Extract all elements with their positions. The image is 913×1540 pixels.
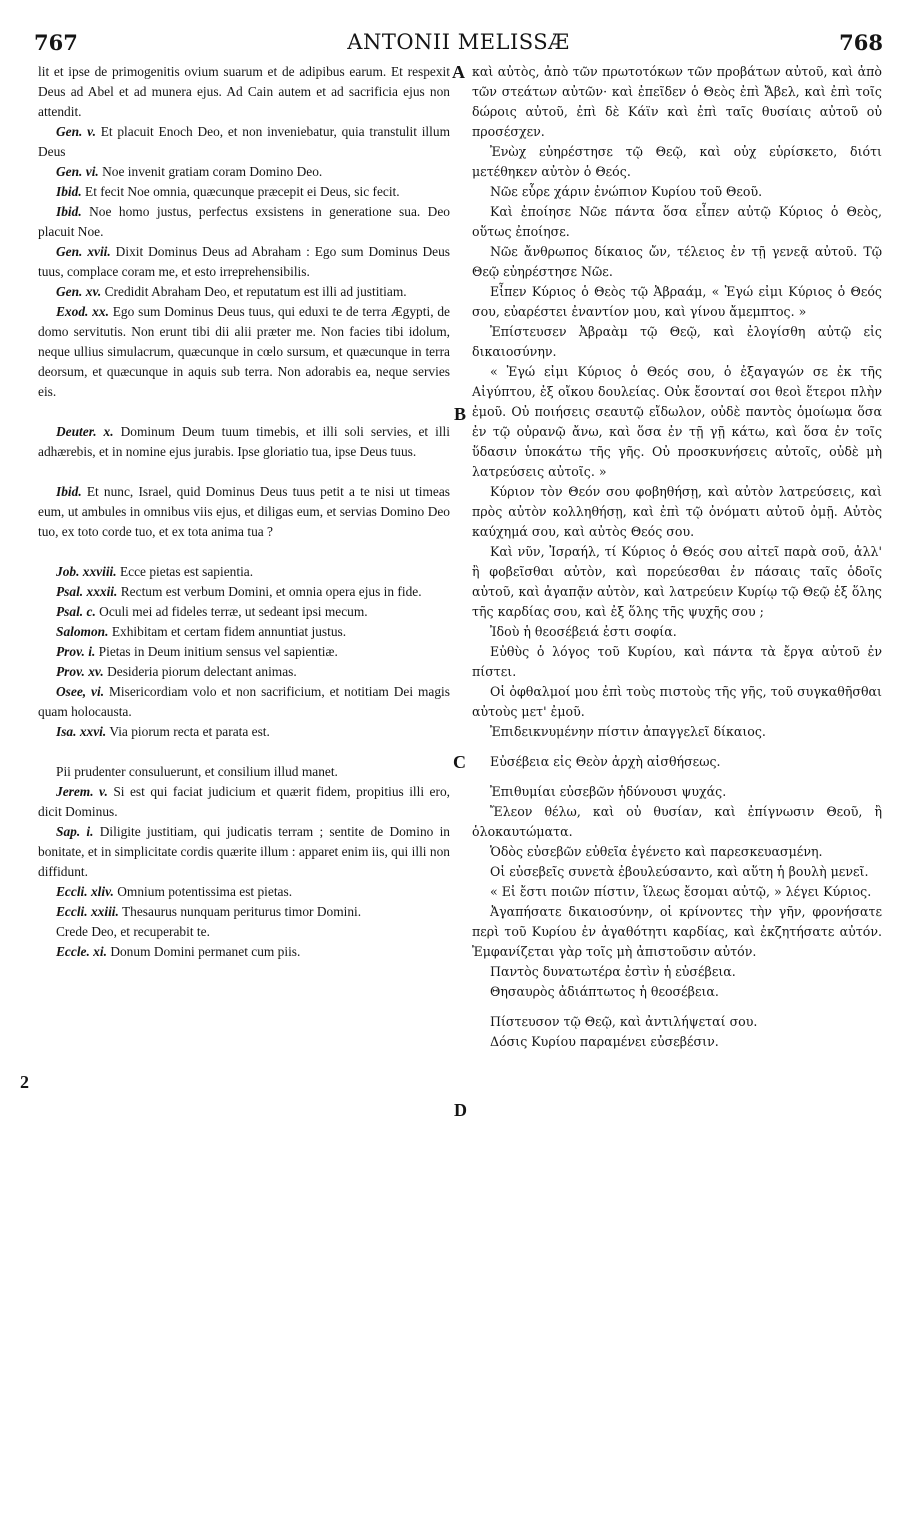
latin-citation: Psal. xxxii. <box>56 584 118 599</box>
greek-entry: Ἐπίστευσεν Ἀβραὰμ τῷ Θεῷ, καὶ ἐλογίσθη αὐτῷ εἰς δικαιοσύνην. <box>472 324 882 359</box>
latin-text: lit et ipse de primogenitis ovium suarum et de adipibus earum. Et respexit Deus ad Abel et ad munera ejus. Ad Cain autem et ad sacrificia ejus non attendit. <box>38 64 450 119</box>
latin-citation: Jerem. v. <box>56 784 108 799</box>
greek-entry: Ἰδοὺ ἡ θεοσέβειά ἐστι σοφία. <box>490 624 677 639</box>
latin-entry <box>38 662 450 682</box>
latin-citation: Salomon. <box>56 624 109 639</box>
greek-entry: « Ἐγώ εἰμι Κύριος ὁ Θεός σου, ὁ ἐξαγαγών σε ἐκ τῆς Αἰγύπτου, ἐξ οἴκου δουλείας. Οὐκ ἔσονταί σοι θεοὶ ἕτεροι πλὴν ἐμοῦ. Οὐ ποιήσεις σεαυτῷ εἴδωλον, οὐδὲ παντὸς ὁμοίωμα ὅσα ἐν τῷ οὐρανῷ ἄνω, καὶ ὅσα ἐν τῇ γῇ κάτω, καὶ ὅσα ἐν τοῖς ὕδασιν ὑποκάτω τῆς γῆς. Οὐ προσκυνήσεις αὐτοῖς, οὐδὲ μὴ λατρεύσεις αὐτοῖς. » <box>472 364 882 479</box>
latin-citation: Osee, vi. <box>56 684 105 699</box>
latin-entry <box>38 302 450 402</box>
greek-entry: « Εἰ ἔστι ποιῶν πίστιν, ἵλεως ἔσομαι αὐτῷ, » λέγει Κύριος. <box>490 884 872 899</box>
latin-entry <box>38 202 450 242</box>
latin-entry <box>38 882 450 902</box>
greek-entry: Κύριον τὸν Θεόν σου φοβηθήσῃ, καὶ αὐτὸν λατρεύσεις, καὶ πρὸς αὐτὸν κολληθήσῃ, καὶ ἐπὶ τῷ ὀνόματι αὐτοῦ ὀμῇ. Αὐτὸς καύχημά σου, καὶ αὐτὸς Θεός σου. <box>472 484 882 539</box>
latin-text: Si est qui faciat judicium et quærit fidem, propitius illi ero, dicit Dominus. <box>38 784 451 819</box>
latin-entry <box>38 622 450 642</box>
greek-entry: Θησαυρὸς ἀδιάπτωτος ἡ θεοσέβεια. <box>490 984 719 999</box>
greek-entry: Ἔλεον θέλω, καὶ οὐ θυσίαν, καὶ ἐπίγνωσιν Θεοῦ, ἢ ὁλοκαυτώματα. <box>472 804 882 839</box>
greek-entry: Καὶ ἐποίησε Νῶε πάντα ὅσα εἶπεν αὐτῷ Κύριος ὁ Θεὸς, οὕτως ἐποίησε. <box>472 204 882 239</box>
latin-citation: Exod. xx. <box>56 304 109 319</box>
latin-entry <box>38 682 450 722</box>
latin-text: Credidit Abraham Deo, et reputatum est illi ad justitiam. <box>104 284 407 299</box>
greek-entry: Εὐσέβεια εἰς Θεὸν ἀρχὴ αἰσθήσεως. <box>490 754 721 769</box>
section-marker-d: D <box>454 1100 467 1120</box>
latin-text: Pietas in Deum initium sensus vel sapientiæ. <box>98 644 338 659</box>
latin-text: Pii prudenter consuluerunt, et consilium illud manet. <box>56 764 338 779</box>
latin-entry <box>38 182 450 202</box>
latin-text: Et nunc, Israel, quid Dominus Deus tuus petit a te nisi ut timeas eum, ut ambules in omnibus viis ejus, et diligas eum, et servias Domino Deo tuo, ex toto corde tuo, et ex tota anima tua ? <box>38 484 450 539</box>
latin-entry <box>38 162 450 182</box>
latin-entry <box>38 562 450 582</box>
latin-entry <box>38 642 450 662</box>
greek-entry: Εἶπεν Κύριος ὁ Θεὸς τῷ Ἀβραάμ, « Ἐγώ εἰμι Κύριος ὁ Θεός σου, εὐαρέστει ἐναντίον μου, καὶ γίνου ἄμεμπτος. » <box>472 284 882 319</box>
greek-entry: Νῶε εὗρε χάριν ἐνώπιον Κυρίου τοῦ Θεοῦ. <box>490 184 763 199</box>
latin-entry <box>38 782 450 822</box>
greek-entry: Εὐθὺς ὁ λόγος τοῦ Κυρίου, καὶ πάντα τὰ ἔργα αὐτοῦ ἐν πίστει. <box>472 644 882 679</box>
latin-citation: Ibid. <box>56 484 82 499</box>
latin-text: Oculi mei ad fideles terræ, ut sedeant ipsi mecum. <box>99 604 368 619</box>
latin-text: Donum Domini permanet cum piis. <box>110 944 301 959</box>
latin-citation: Deuter. x. <box>56 424 114 439</box>
greek-entry: Οἱ ὀφθαλμοί μου ἐπὶ τοὺς πιστοὺς τῆς γῆς, τοῦ συγκαθῆσθαι αὐτοὺς μετ' ἐμοῦ. <box>472 684 882 719</box>
section-marker-a: A <box>452 62 465 82</box>
latin-citation: Sap. i. <box>56 824 94 839</box>
latin-citation: Psal. c. <box>56 604 96 619</box>
latin-text: Diligite justitiam, qui judicatis terram ; sentite de Domino in bonitate, et in simplicitate cordis quærite illum : apparet enim iis, qui illi non diffidunt. <box>38 824 450 879</box>
latin-entry <box>38 922 450 942</box>
latin-text: Crede Deo, et recuperabit te. <box>56 924 210 939</box>
latin-entry <box>38 242 450 282</box>
latin-entry <box>38 902 450 922</box>
latin-text: Ego sum Dominus Deus tuus, qui eduxi te de terra Ægypti, de domo servitutis. Non erunt tibi dii alii præter me. Non facies tibi idolum, neque ullius simulacrum, quæcunque in cœlo sursum, et quæcunque in terra deorsum, et quæcunque in aquis sub terra. Non adorabis ea, neque servies eis. <box>38 304 450 399</box>
column-marker-two: 2 <box>20 1072 29 1092</box>
latin-text: Misericordiam volo et non sacrificium, et notitiam Dei magis quam holocausta. <box>38 684 450 719</box>
latin-text: Thesaurus nunquam periturus timor Domini. <box>121 904 362 919</box>
section-marker-c: C <box>453 752 466 772</box>
greek-entry: Ἐπιθυμίαι εὐσεβῶν ἡδύνουσι ψυχάς. <box>490 784 727 799</box>
latin-text: Via piorum recta et parata est. <box>109 724 270 739</box>
latin-entry <box>38 422 450 462</box>
running-title: ANTONII MELISSÆ <box>347 30 570 54</box>
latin-text: Rectum est verbum Domini, et omnia opera ejus in fide. <box>120 584 422 599</box>
latin-entry <box>38 62 450 122</box>
latin-citation: Isa. xxvi. <box>56 724 107 739</box>
latin-citation: Gen. vi. <box>56 164 99 179</box>
page-header <box>34 30 883 60</box>
latin-text: Desideria piorum delectant animas. <box>107 664 297 679</box>
latin-citation: Gen. xv. <box>56 284 102 299</box>
greek-entry: Ἀγαπήσατε δικαιοσύνην, οἱ κρίνοντες τὴν γῆν, φρονήσατε περὶ τοῦ Κυρίου ἐν ἀγαθότητι καρδίας, καὶ ἐκζητήσατε αὐτόν. Ἐμφανίζεται γὰρ τοῖς μὴ ἀπιστοῦσιν αὐτόν. <box>472 904 882 959</box>
latin-text: Et placuit Enoch Deo, et non inveniebatur, quia transtulit illum Deus <box>38 124 450 159</box>
latin-text: Noe homo justus, perfectus exsistens in generatione sua. Deo placuit Noe. <box>38 204 450 239</box>
greek-entry: Παντὸς δυνατωτέρα ἐστὶν ἡ εὐσέβεια. <box>490 964 736 979</box>
latin-entry <box>38 822 450 882</box>
latin-text: Dominum Deum tuum timebis, et illi soli servies, et illi adhærebis, et in nomine ejus jurabis. Ipse gloriatio tua, ipse Deus tuus. <box>38 424 451 459</box>
latin-citation: Eccli. xliv. <box>56 884 114 899</box>
latin-text: Dixit Dominus Deus ad Abraham : Ego sum Dominus Deus tuus, complace coram me, et esto irreprehensibilis. <box>38 244 450 279</box>
greek-entry: Δόσις Κυρίου παραμένει εὐσεβέσιν. <box>490 1034 719 1049</box>
greek-column <box>472 62 882 1052</box>
latin-entry <box>38 722 450 742</box>
latin-entry <box>38 122 450 162</box>
greek-entry: Οἱ εὐσεβεῖς συνετὰ ἐβουλεύσαντο, καὶ αὕτη ἡ βουλὴ μενεῖ. <box>490 864 869 879</box>
latin-entry <box>38 762 450 782</box>
greek-entry: Ὁδὸς εὐσεβῶν εὐθεῖα ἐγένετο καὶ παρεσκευασμένη. <box>490 844 823 859</box>
latin-column <box>38 62 450 962</box>
latin-entry <box>38 482 450 542</box>
greek-entry: Ἐπιδεικνυμένην πίστιν ἀπαγγελεῖ δίκαιος. <box>490 724 766 739</box>
latin-citation: Ibid. <box>56 184 82 199</box>
greek-entry: Καὶ νῦν, Ἰσραήλ, τί Κύριος ὁ Θεός σου αἰτεῖ παρὰ σοῦ, ἀλλ' ἢ φοβεῖσθαι αὐτὸν, καὶ πορεύεσθαι ἐν πάσαις ταῖς ὁδοῖς αὐτοῦ, καὶ ἀγαπᾷν αὐτὸν, καὶ λατρεύειν Κυρίῳ τῷ Θεῷ ἐξ ὅλης τῆς καρδίας σου, καὶ ἐξ ὅλης τῆς ψυχῆς σου ; <box>472 544 882 619</box>
greek-entry: καὶ αὐτὸς, ἀπὸ τῶν πρωτοτόκων τῶν προβάτων αὐτοῦ, καὶ ἀπὸ τῶν στεάτων αὐτῶν· καὶ ἐπεῖδεν ὁ Θεὸς ἐπὶ Ἄβελ, καὶ ἐπὶ τοῖς δώροις αὐτοῦ, ἐπὶ δὲ Κάϊν καὶ ἐπὶ ταῖς θυσίαις αὐτοῦ οὐ προσέσχεν. <box>472 64 882 139</box>
latin-citation: Ibid. <box>56 204 82 219</box>
latin-citation: Gen. v. <box>56 124 96 139</box>
latin-citation: Gen. xvii. <box>56 244 111 259</box>
latin-citation: Prov. i. <box>56 644 96 659</box>
latin-text: Ecce pietas est sapientia. <box>119 564 254 579</box>
latin-text: Omnium potentissima est pietas. <box>117 884 293 899</box>
latin-citation: Prov. xv. <box>56 664 104 679</box>
latin-citation: Eccli. xxiii. <box>56 904 119 919</box>
greek-entry: Ἐνὼχ εὐηρέστησε τῷ Θεῷ, καὶ οὐχ εὑρίσκετο, διότι μετέθηκεν αὐτὸν ὁ Θεός. <box>472 144 882 179</box>
latin-entry <box>38 582 450 602</box>
latin-entry <box>38 942 450 962</box>
latin-text: Noe invenit gratiam coram Domino Deo. <box>102 164 323 179</box>
latin-citation: Eccle. xi. <box>56 944 107 959</box>
latin-entry <box>38 282 450 302</box>
left-page-number: 767 <box>34 30 78 55</box>
latin-text: Exhibitam et certam fidem annuntiat justus. <box>111 624 347 639</box>
section-marker-b: B <box>454 404 467 424</box>
greek-entry: Πίστευσον τῷ Θεῷ, καὶ ἀντιλήψεταί σου. <box>490 1014 758 1029</box>
greek-entry: Νῶε ἄνθρωπος δίκαιος ὤν, τέλειος ἐν τῇ γενεᾷ αὐτοῦ. Τῷ Θεῷ εὐηρέστησε Νῶε. <box>472 244 882 279</box>
latin-citation: Job. xxviii. <box>56 564 117 579</box>
latin-text: Et fecit Noe omnia, quæcunque præcepit ei Deus, sic fecit. <box>85 184 400 199</box>
right-page-number: 768 <box>839 30 883 55</box>
latin-entry <box>38 602 450 622</box>
